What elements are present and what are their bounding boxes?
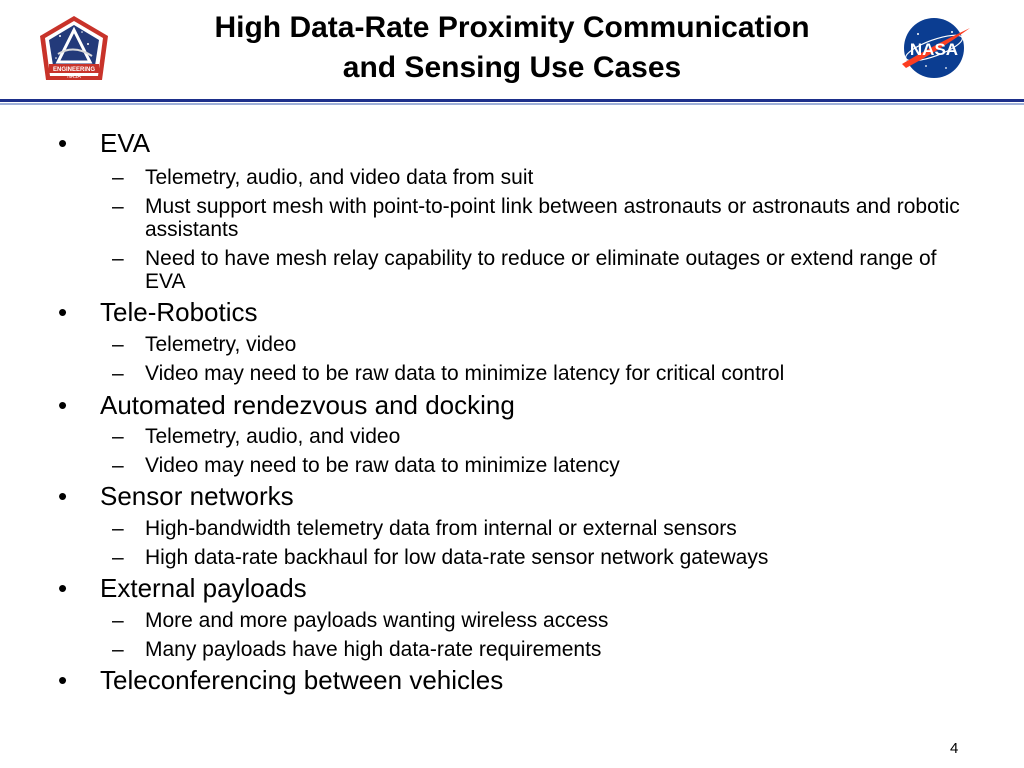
sub-bullet-text: Many payloads have high data-rate requirements bbox=[145, 638, 602, 661]
sub-bullet-item bbox=[112, 166, 975, 189]
bullet-icon: • bbox=[58, 481, 68, 511]
sub-bullet-text: Telemetry, video bbox=[145, 333, 297, 356]
sub-bullet-item bbox=[112, 247, 975, 293]
title-line-1: High Data-Rate Proximity Communication bbox=[214, 11, 810, 44]
sub-bullet-text: Video may need to be raw data to minimize latency for critical control bbox=[145, 362, 785, 385]
bullet-item bbox=[58, 297, 258, 327]
bullet-item bbox=[58, 573, 307, 603]
sub-bullet-item bbox=[112, 454, 975, 477]
dash-icon: – bbox=[112, 517, 124, 540]
svg-text:ENGINEERING: ENGINEERING bbox=[52, 67, 96, 73]
bullet-text: Teleconferencing between vehicles bbox=[100, 665, 504, 695]
nasa-logo bbox=[896, 14, 974, 82]
bullet-item bbox=[58, 665, 504, 695]
header-rule-dark bbox=[0, 99, 1024, 102]
bullet-text: Tele-Robotics bbox=[100, 297, 258, 327]
dash-icon: – bbox=[112, 247, 124, 270]
sub-bullet-item bbox=[112, 425, 975, 448]
svg-text:NASA: NASA bbox=[67, 74, 81, 80]
sub-bullet-text: High data-rate backhaul for low data-rate sensor network gateways bbox=[145, 546, 769, 569]
svg-text:NASA: NASA bbox=[909, 40, 959, 59]
sub-bullet-text: Video may need to be raw data to minimize latency bbox=[145, 454, 620, 477]
dash-icon: – bbox=[112, 425, 124, 448]
sub-bullet-item bbox=[112, 362, 975, 385]
header-rule-light bbox=[0, 103, 1024, 105]
sub-bullet-item bbox=[112, 546, 975, 569]
sub-bullet-item bbox=[112, 517, 975, 540]
sub-bullet-item bbox=[112, 195, 975, 241]
bullet-item bbox=[58, 481, 294, 511]
engineering-logo bbox=[36, 14, 112, 90]
bullet-icon: • bbox=[58, 128, 68, 158]
sub-bullet-text: More and more payloads wanting wireless access bbox=[145, 609, 609, 632]
bullet-text: EVA bbox=[100, 128, 151, 158]
dash-icon: – bbox=[112, 333, 124, 356]
bullet-icon: • bbox=[58, 297, 68, 327]
dash-icon: – bbox=[112, 546, 124, 569]
dash-icon: – bbox=[112, 609, 124, 632]
title-line-2: and Sensing Use Cases bbox=[342, 51, 682, 84]
bullet-text: Sensor networks bbox=[100, 481, 294, 511]
bullet-text: Automated rendezvous and docking bbox=[100, 390, 515, 420]
sub-bullet-item bbox=[112, 638, 975, 661]
sub-bullet-item bbox=[112, 333, 975, 356]
sub-bullet-text: Must support mesh with point-to-point link between astronauts or astronauts and robotic assistants bbox=[145, 195, 960, 241]
sub-bullet-text: High-bandwidth telemetry data from internal or external sensors bbox=[145, 517, 737, 540]
bullet-item bbox=[58, 390, 515, 420]
bullet-icon: • bbox=[58, 390, 68, 420]
sub-bullet-item bbox=[112, 609, 975, 632]
sub-bullet-text: Telemetry, audio, and video bbox=[145, 425, 401, 448]
sub-bullet-text: Telemetry, audio, and video data from suit bbox=[145, 166, 534, 189]
bullet-icon: • bbox=[58, 665, 68, 695]
sub-bullet-text: Need to have mesh relay capability to reduce or eliminate outages or extend range of EVA bbox=[145, 247, 937, 293]
dash-icon: – bbox=[112, 195, 124, 218]
dash-icon: – bbox=[112, 166, 124, 189]
slide-title bbox=[140, 8, 884, 88]
bullet-text: External payloads bbox=[100, 573, 307, 603]
bullet-item bbox=[58, 128, 151, 158]
bullet-icon: • bbox=[58, 573, 68, 603]
dash-icon: – bbox=[112, 454, 124, 477]
dash-icon: – bbox=[112, 638, 124, 661]
dash-icon: – bbox=[112, 362, 124, 385]
page-number: 4 bbox=[950, 740, 959, 757]
